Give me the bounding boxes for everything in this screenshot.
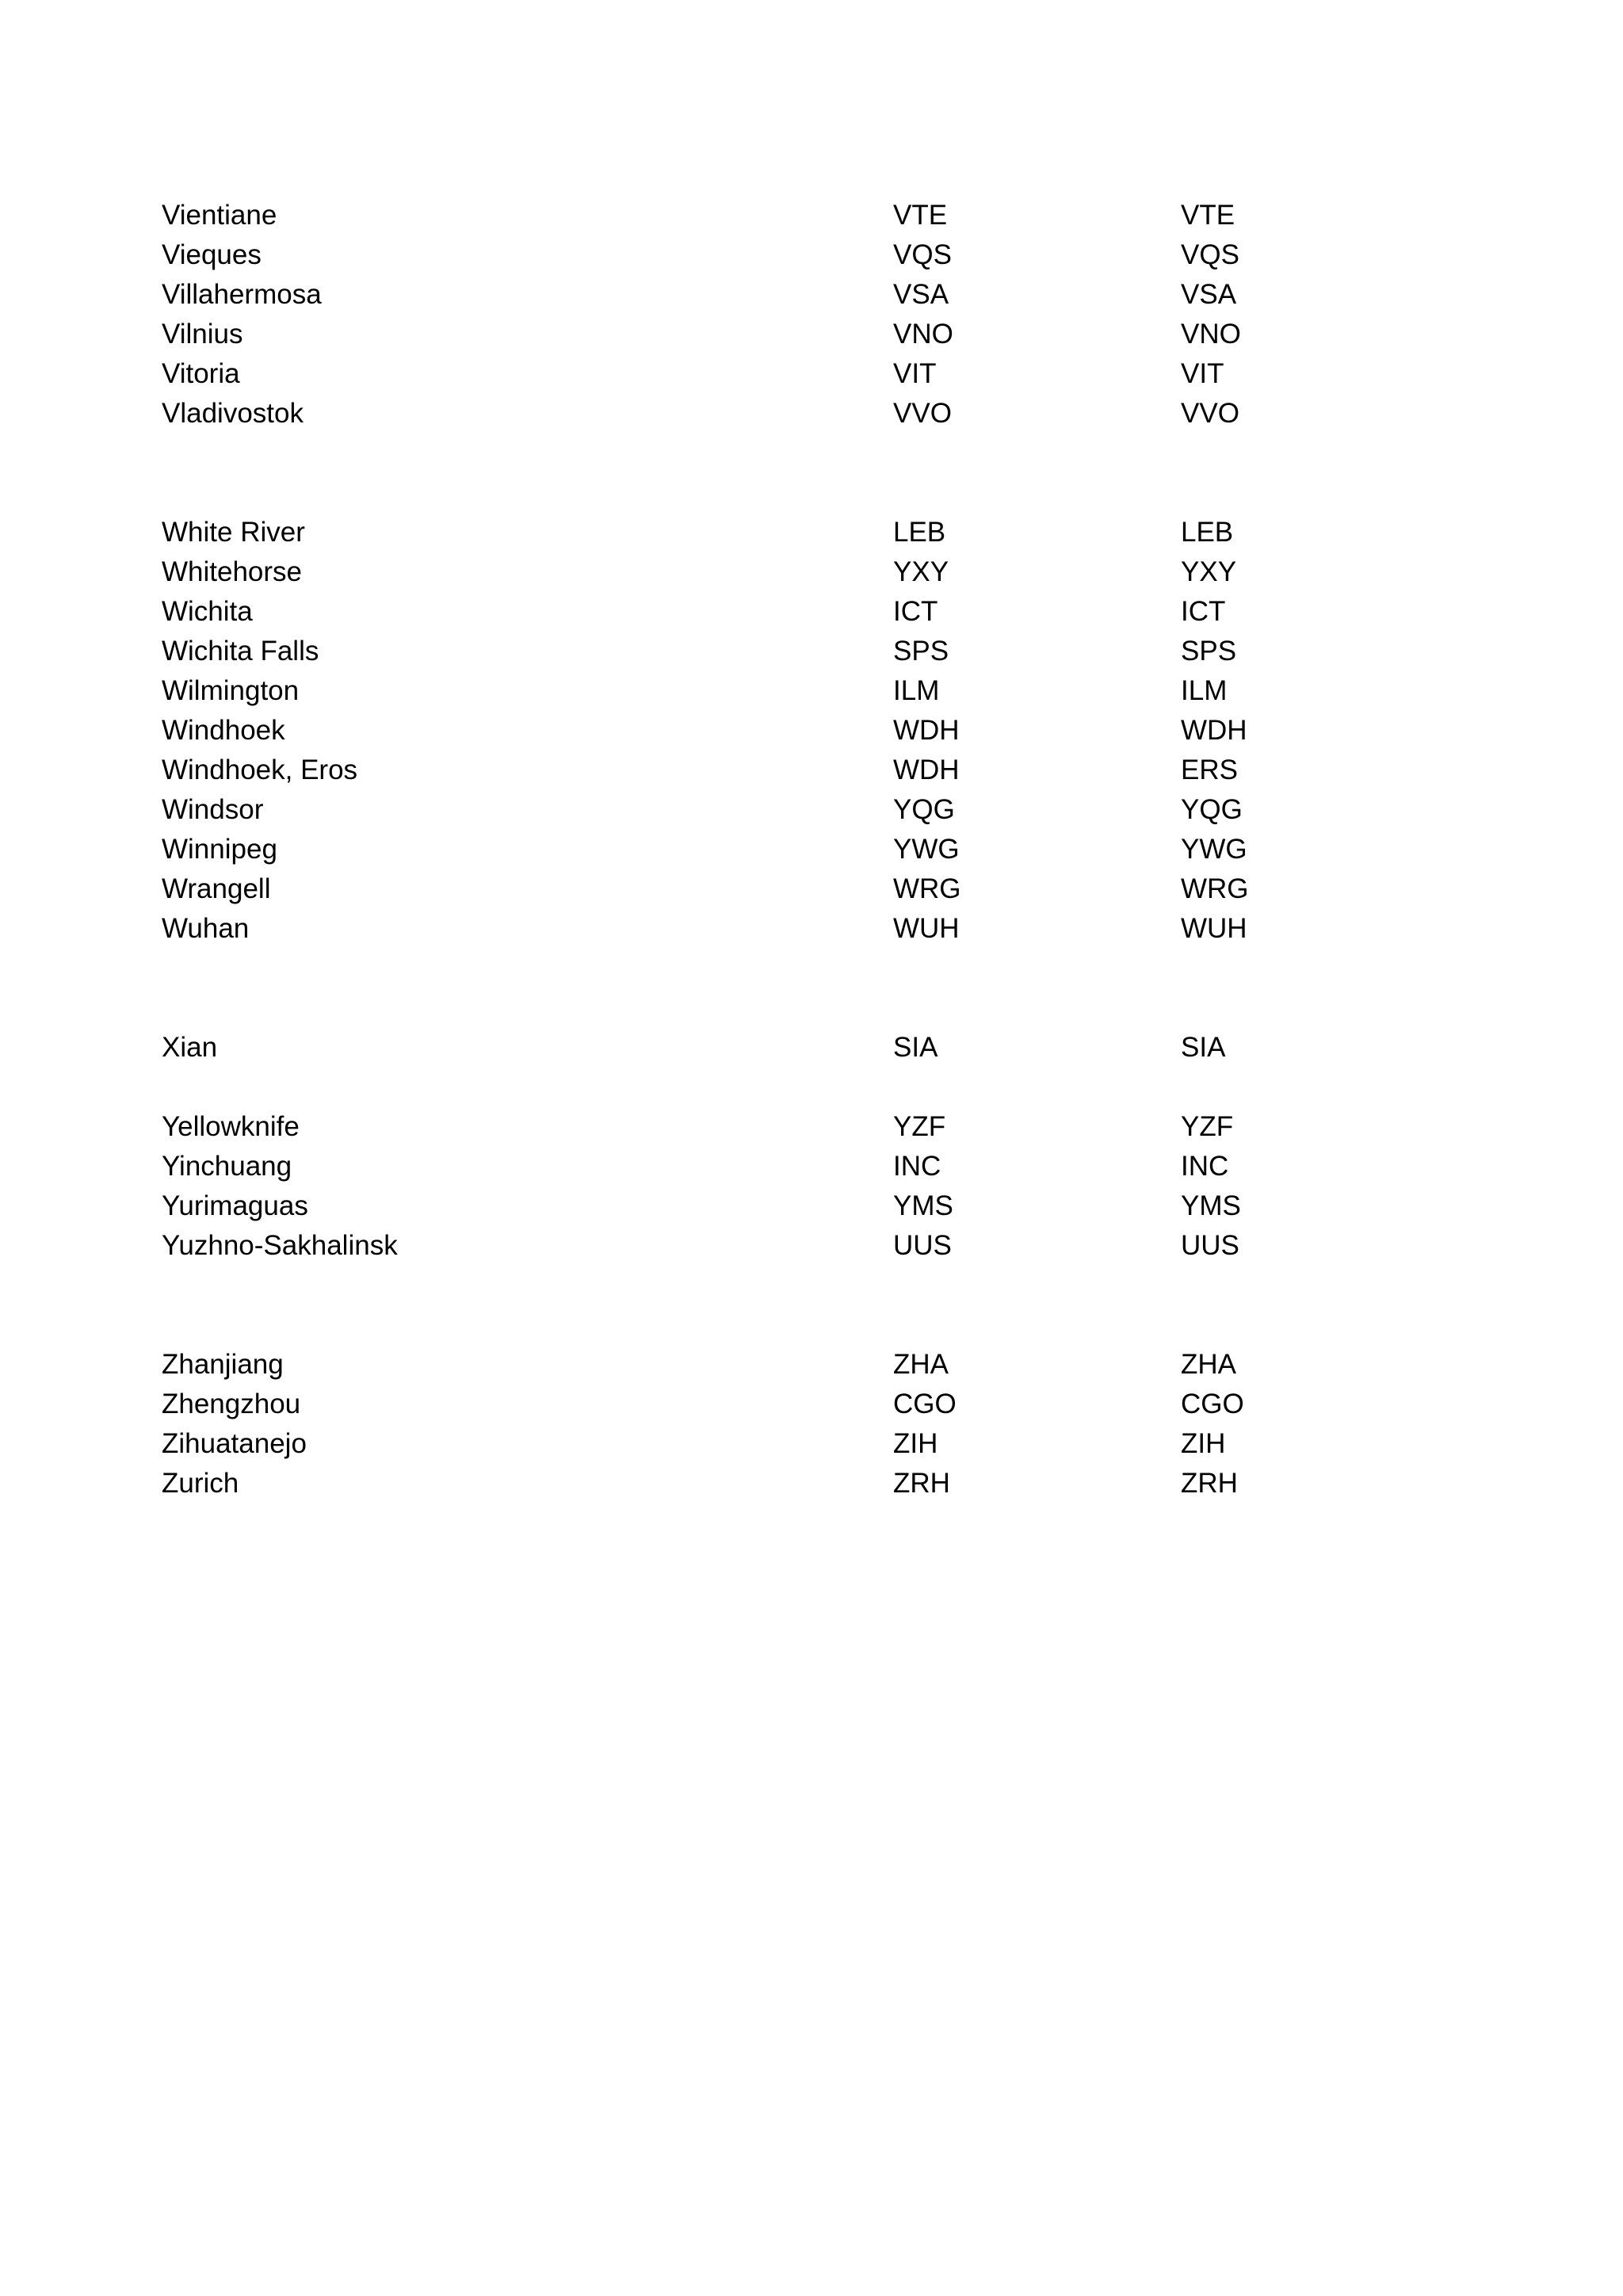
city-name: Yinchuang [162, 1151, 292, 1182]
city-name: Zurich [162, 1468, 239, 1499]
table-row [0, 790, 1623, 830]
airport-code-alt: YXY [1181, 556, 1237, 587]
city-name: Wilmington [162, 675, 300, 706]
city-name: Winnipeg [162, 834, 277, 865]
airport-code: ICT [893, 596, 938, 627]
airport-code-alt: YMS [1181, 1190, 1241, 1221]
table-row [0, 235, 1623, 275]
table-row [0, 513, 1623, 552]
airport-code: INC [893, 1151, 941, 1182]
airport-code: YZF [893, 1111, 946, 1142]
city-name: Zhanjiang [162, 1349, 284, 1380]
airport-code-alt: VQS [1181, 239, 1239, 270]
city-name: Villahermosa [162, 279, 322, 310]
airport-code-alt: ZIH [1181, 1428, 1226, 1459]
city-name: Vientiane [162, 200, 277, 231]
table-row [0, 552, 1623, 592]
airport-code: VQS [893, 239, 952, 270]
table-row [0, 1385, 1623, 1424]
city-name: Xian [162, 1032, 218, 1063]
table-row [0, 1424, 1623, 1464]
table-row [0, 1226, 1623, 1266]
table-row [0, 196, 1623, 235]
airport-code: ZHA [893, 1349, 949, 1380]
airport-code: WDH [893, 755, 960, 785]
table-row [0, 830, 1623, 869]
airport-code-alt: ICT [1181, 596, 1226, 627]
table-row [0, 632, 1623, 671]
airport-code: VSA [893, 279, 949, 310]
airport-code-alt: ZHA [1181, 1349, 1236, 1380]
airport-code-alt: SIA [1181, 1032, 1226, 1063]
table-row [0, 1186, 1623, 1226]
airport-code: UUS [893, 1230, 952, 1261]
airport-code-alt: LEB [1181, 517, 1234, 548]
airport-code: ILM [893, 675, 940, 706]
city-name: Wrangell [162, 873, 271, 904]
table-row [0, 354, 1623, 394]
airport-code: VVO [893, 398, 952, 429]
city-name: Wichita [162, 596, 253, 627]
airport-code: SPS [893, 636, 949, 667]
city-name: Windhoek [162, 715, 285, 746]
airport-code: YQG [893, 794, 955, 825]
airport-code-alt: VSA [1181, 279, 1237, 310]
airport-code: YXY [893, 556, 949, 587]
airport-code-alt: ERS [1181, 755, 1238, 785]
airport-code: WRG [893, 873, 961, 904]
airport-code-alt: ILM [1181, 675, 1228, 706]
airport-code: VNO [893, 319, 953, 350]
airport-code-alt: VNO [1181, 319, 1241, 350]
airport-code: YWG [893, 834, 960, 865]
airport-code: LEB [893, 517, 946, 548]
table-row [0, 1028, 1623, 1068]
airport-code: ZRH [893, 1468, 950, 1499]
table-row [0, 275, 1623, 315]
airport-code-alt: UUS [1181, 1230, 1239, 1261]
airport-code-alt: YZF [1181, 1111, 1234, 1142]
table-row [0, 711, 1623, 751]
airport-code-alt: WDH [1181, 715, 1247, 746]
airport-code: WDH [893, 715, 960, 746]
airport-code-alt: SPS [1181, 636, 1237, 667]
airport-code: YMS [893, 1190, 953, 1221]
table-row [0, 315, 1623, 354]
airport-code-alt: YQG [1181, 794, 1243, 825]
airport-code-alt: VIT [1181, 358, 1224, 389]
city-name: Wuhan [162, 913, 250, 944]
airport-code: ZIH [893, 1428, 938, 1459]
airport-code: SIA [893, 1032, 938, 1063]
airport-code-alt: INC [1181, 1151, 1229, 1182]
table-row [0, 1464, 1623, 1503]
city-name: Yellowknife [162, 1111, 300, 1142]
table-row [0, 869, 1623, 909]
airport-code-alt: WRG [1181, 873, 1249, 904]
airport-code: CGO [893, 1389, 957, 1419]
table-row [0, 592, 1623, 632]
airport-code-alt: ZRH [1181, 1468, 1238, 1499]
city-name: Vitoria [162, 358, 240, 389]
airport-code: WUH [893, 913, 960, 944]
city-name: Zihuatanejo [162, 1428, 307, 1459]
city-name: Yuzhno-Sakhalinsk [162, 1230, 398, 1261]
city-name: White River [162, 517, 305, 548]
table-row [0, 909, 1623, 949]
airport-code-alt: WUH [1181, 913, 1247, 944]
airport-code-alt: VTE [1181, 200, 1235, 231]
table-row [0, 1345, 1623, 1385]
city-name: Vieques [162, 239, 262, 270]
city-name: Whitehorse [162, 556, 303, 587]
airport-code-alt: CGO [1181, 1389, 1244, 1419]
table-row [0, 671, 1623, 711]
city-name: Windhoek, Eros [162, 755, 358, 785]
city-name: Yurimaguas [162, 1190, 308, 1221]
airport-code: VTE [893, 200, 948, 231]
table-row [0, 751, 1623, 790]
city-name: Wichita Falls [162, 636, 319, 667]
city-name: Windsor [162, 794, 264, 825]
city-name: Vladivostok [162, 398, 304, 429]
airport-code-alt: YWG [1181, 834, 1247, 865]
city-name: Zhengzhou [162, 1389, 301, 1419]
airport-code-alt: VVO [1181, 398, 1239, 429]
table-row [0, 1107, 1623, 1147]
table-row [0, 1147, 1623, 1186]
airport-code: VIT [893, 358, 937, 389]
table-row [0, 394, 1623, 434]
city-name: Vilnius [162, 319, 243, 350]
